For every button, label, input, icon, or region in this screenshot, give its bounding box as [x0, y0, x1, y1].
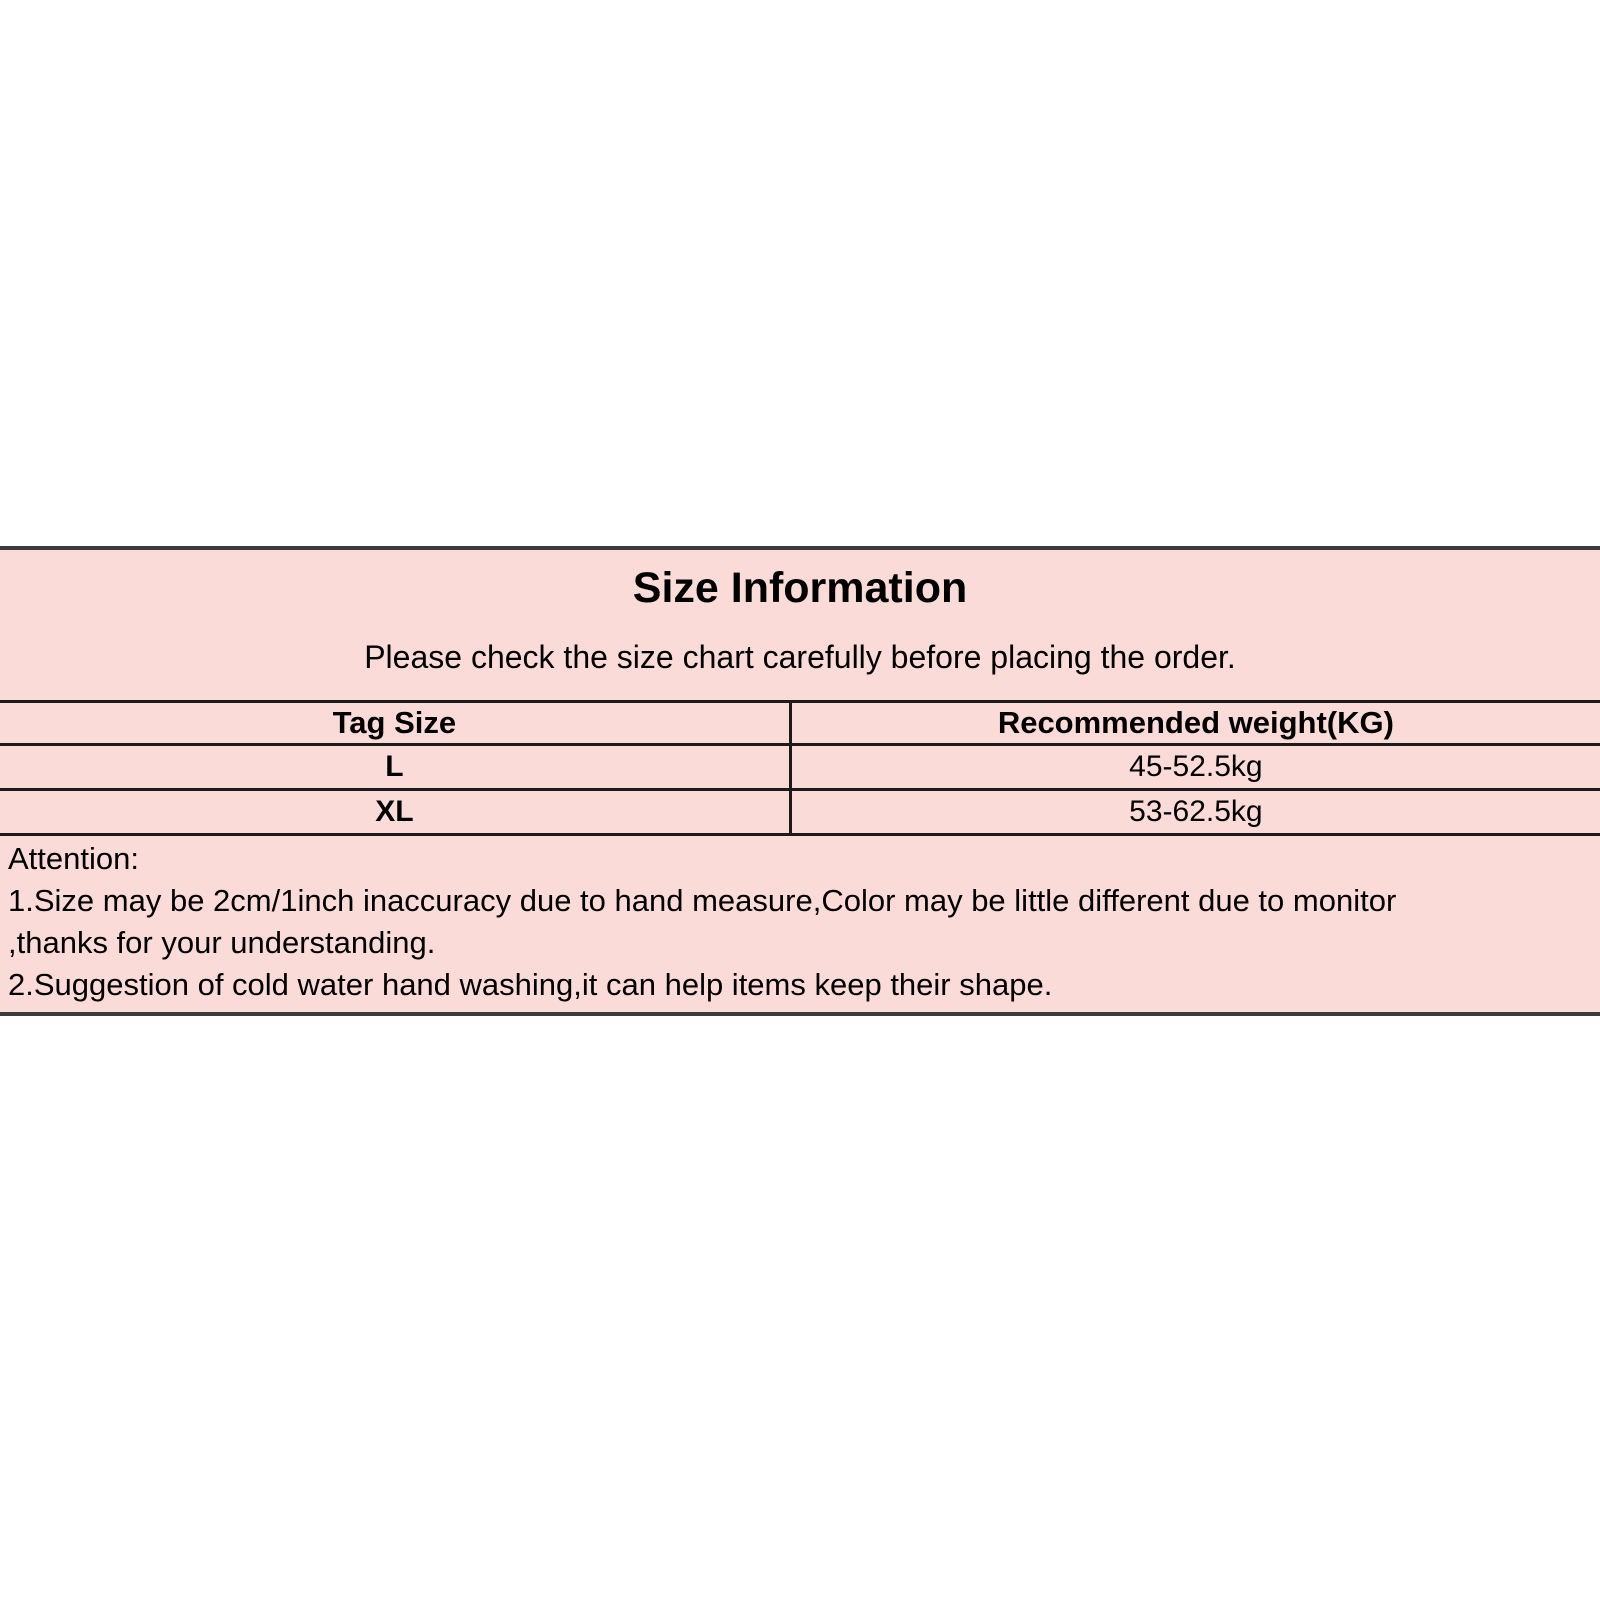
- attention-block: [0, 836, 1600, 1012]
- header-tag-size: Tag Size: [0, 702, 790, 745]
- attention-heading: Attention:: [8, 841, 139, 876]
- top-whitespace: [0, 0, 1600, 546]
- page-title: Size Information: [632, 564, 968, 612]
- cell-weight: 53-62.5kg: [790, 790, 1600, 835]
- table-header-row: [0, 702, 1600, 745]
- size-information-panel: [0, 546, 1600, 1016]
- attention-line: ,thanks for your understanding.: [8, 925, 436, 960]
- cell-tag-size: L: [0, 745, 790, 790]
- size-table: [0, 700, 1600, 836]
- header-recommended-weight: Recommended weight(KG): [790, 702, 1600, 745]
- cell-tag-size: XL: [0, 790, 790, 835]
- attention-line: 2.Suggestion of cold water hand washing,it can help items keep their shape.: [8, 967, 1053, 1002]
- table-row: [0, 745, 1600, 790]
- size-chart-subtitle: Please check the size chart carefully before placing the order.: [364, 639, 1236, 675]
- attention-line: 1.Size may be 2cm/1inch inaccuracy due to hand measure,Color may be little different due to monitor: [8, 883, 1397, 918]
- cell-weight: 45-52.5kg: [790, 745, 1600, 790]
- table-row: [0, 790, 1600, 835]
